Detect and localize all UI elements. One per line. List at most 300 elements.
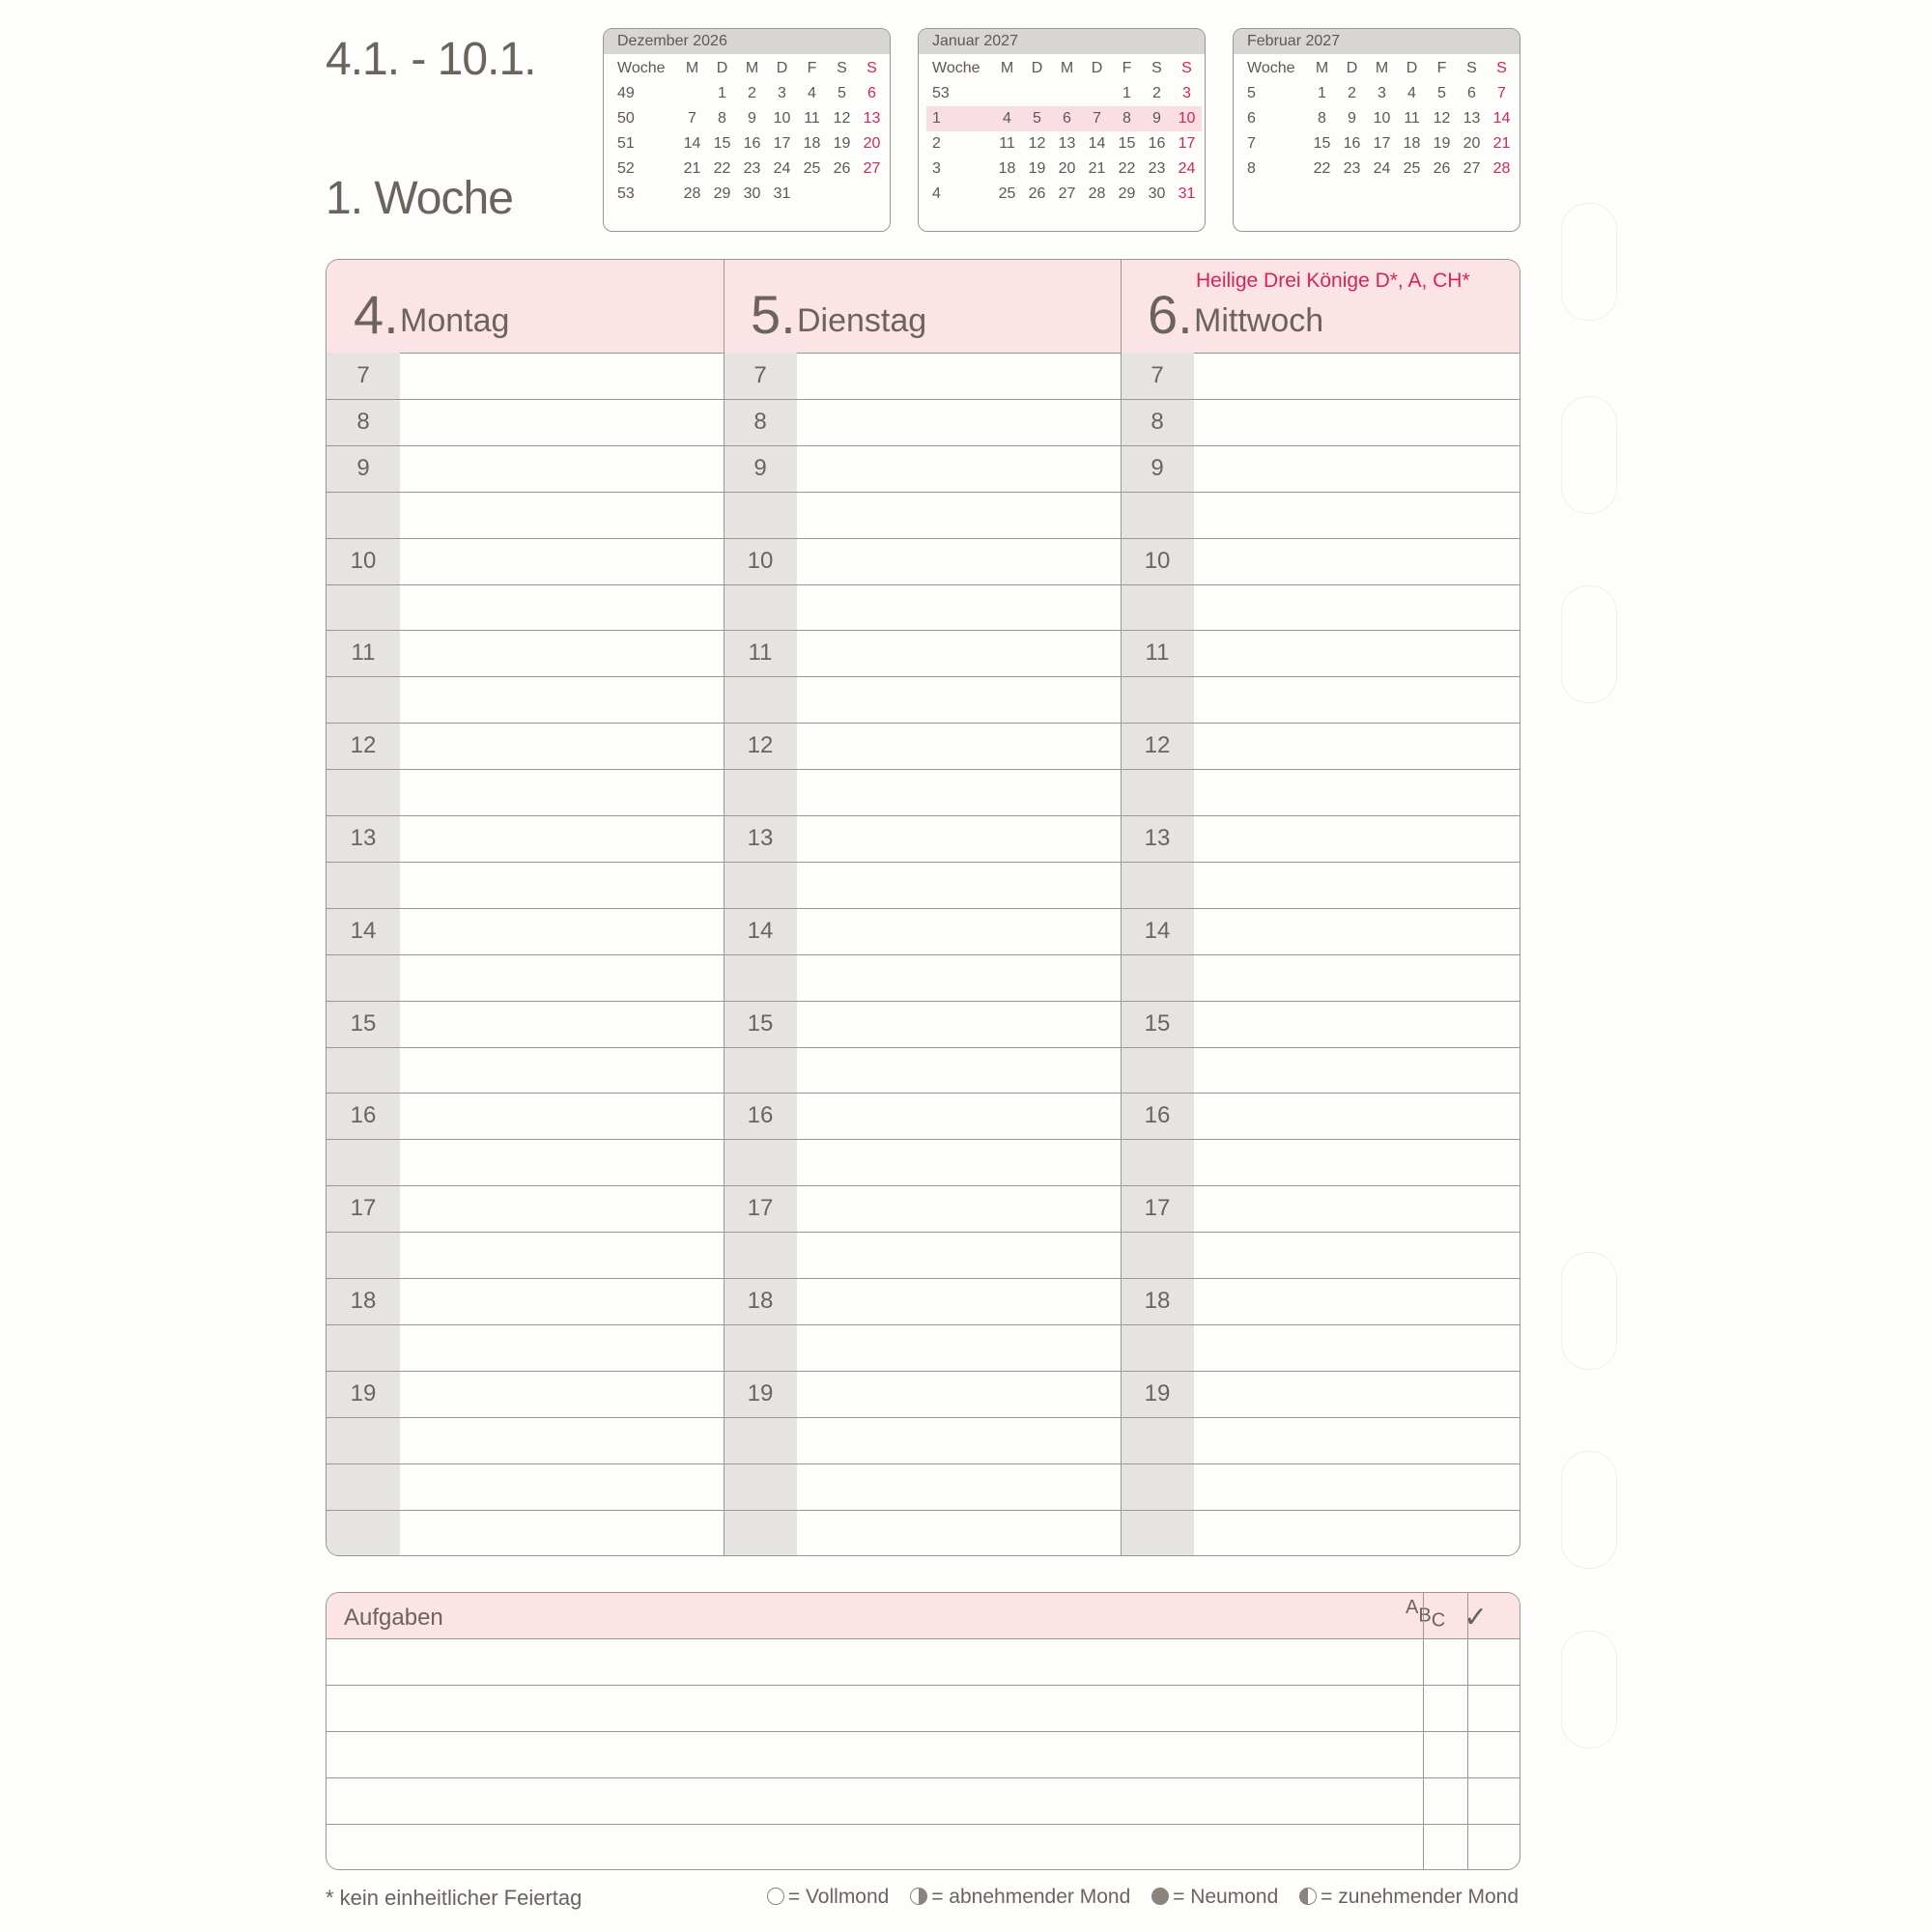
calendar-day: 31 — [773, 185, 791, 202]
time-slot[interactable] — [400, 399, 724, 445]
calendar-week-row — [926, 131, 1202, 156]
time-slot[interactable] — [797, 1001, 1121, 1047]
weekday-header: S — [1466, 60, 1477, 76]
day-header — [724, 260, 1121, 354]
hour-label: 18 — [350, 1288, 377, 1314]
holiday-label: Heilige Drei Könige D*, A, CH* — [1196, 270, 1470, 292]
calendar-day: 25 — [998, 185, 1016, 202]
time-slot[interactable] — [400, 1463, 724, 1510]
calendar-day — [1022, 81, 1052, 106]
hour-label: 16 — [747, 1102, 774, 1129]
calendar-day: 27 — [1058, 185, 1076, 202]
hour-label: 8 — [1151, 408, 1164, 435]
weekday-header: M — [1315, 60, 1329, 76]
time-slot[interactable] — [400, 1139, 724, 1185]
time-slot[interactable] — [1194, 954, 1520, 1001]
hour-label: 11 — [748, 639, 773, 667]
tasks-header — [327, 1593, 1520, 1639]
time-slot[interactable] — [797, 1510, 1121, 1556]
weekday-header: M — [685, 60, 699, 76]
time-slot[interactable] — [797, 1093, 1121, 1139]
calendar-day: 21 — [1088, 160, 1106, 177]
weekday-header: F — [807, 60, 817, 76]
time-slot[interactable] — [1194, 1371, 1520, 1417]
time-slot[interactable] — [400, 1047, 724, 1094]
week-number: 7 — [1247, 135, 1256, 152]
time-slot[interactable] — [400, 908, 724, 954]
weekday-header: Woche — [617, 60, 666, 76]
time-slot[interactable] — [400, 954, 724, 1001]
calendar-day: 21 — [1492, 135, 1511, 152]
time-slot[interactable] — [400, 1278, 724, 1324]
date-range: 4.1. - 10.1. — [326, 34, 536, 85]
day-column — [724, 260, 1121, 1555]
weekday-header: M — [745, 60, 759, 76]
week-number: 2 — [932, 135, 941, 152]
time-slot[interactable] — [1194, 492, 1520, 538]
time-slot[interactable] — [400, 815, 724, 862]
day-number: 5. — [751, 284, 796, 345]
calendar-day: 10 — [1373, 110, 1391, 127]
calendar-day: 9 — [1142, 106, 1172, 131]
time-slot[interactable] — [1194, 769, 1520, 815]
calendar-day — [1052, 81, 1082, 106]
time-slot[interactable] — [400, 1232, 724, 1278]
legend-waning-moon: = abnehmender Mond — [910, 1886, 1130, 1909]
calendar-day: 9 — [1348, 110, 1356, 127]
time-slot[interactable] — [400, 445, 724, 492]
calendar-day: 17 — [773, 135, 791, 152]
time-slot[interactable] — [797, 353, 1121, 399]
calendar-day: 9 — [748, 110, 756, 127]
hour-label: 15 — [1144, 1009, 1171, 1037]
time-slot[interactable] — [797, 1371, 1121, 1417]
weekday-header: D — [1031, 60, 1043, 76]
hour-label: 8 — [356, 408, 370, 435]
calendar-day: 7 — [1497, 85, 1506, 101]
calendar-day: 10 — [1172, 106, 1202, 131]
weekday-header: D — [716, 60, 728, 76]
hour-label: 18 — [747, 1288, 774, 1314]
calendar-day: 26 — [1433, 160, 1451, 177]
calendar-week-row — [611, 156, 887, 182]
punch-hole — [1561, 1631, 1617, 1748]
time-slot[interactable] — [797, 769, 1121, 815]
time-slot[interactable] — [1194, 399, 1520, 445]
calendar-day: 19 — [1433, 135, 1451, 152]
task-row[interactable] — [327, 1685, 1520, 1686]
time-slot[interactable] — [1194, 1232, 1520, 1278]
calendar-day: 31 — [1178, 185, 1196, 202]
weekday-header: D — [1406, 60, 1418, 76]
mini-calendar — [603, 28, 891, 232]
time-slot[interactable] — [1194, 1093, 1520, 1139]
punch-hole — [1561, 1451, 1617, 1569]
calendar-week-row — [611, 131, 887, 156]
calendar-day: 29 — [713, 185, 731, 202]
calendar-day — [677, 81, 707, 106]
time-slot[interactable] — [1194, 1278, 1520, 1324]
hour-label: 7 — [1151, 362, 1164, 388]
calendar-day: 16 — [743, 135, 761, 152]
time-slot[interactable] — [797, 1139, 1121, 1185]
time-slot[interactable] — [1194, 1417, 1520, 1463]
hour-label: 14 — [350, 917, 377, 944]
time-slot[interactable] — [797, 862, 1121, 908]
hour-label: 19 — [350, 1379, 377, 1406]
calendar-day: 1 — [1318, 85, 1326, 101]
calendar-day: 18 — [998, 160, 1016, 177]
day-header — [1121, 260, 1520, 354]
new-moon-icon — [1151, 1888, 1169, 1905]
hour-label: 13 — [1144, 825, 1171, 851]
time-slot[interactable] — [400, 1185, 724, 1232]
day-grid — [326, 259, 1520, 1556]
time-slot[interactable] — [797, 1047, 1121, 1094]
legend-waxing-moon: = zunehmender Mond — [1299, 1886, 1519, 1909]
time-slot[interactable] — [400, 1093, 724, 1139]
calendar-day: 19 — [833, 135, 851, 152]
time-slot[interactable] — [400, 353, 724, 399]
time-slot[interactable] — [1194, 862, 1520, 908]
hour-label: 13 — [747, 825, 774, 851]
time-slot[interactable] — [797, 1185, 1121, 1232]
calendar-day: 5 — [1437, 85, 1446, 101]
time-slot[interactable] — [797, 908, 1121, 954]
calendar-day: 29 — [1118, 185, 1136, 202]
time-slot[interactable] — [797, 538, 1121, 584]
hour-label: 14 — [1144, 917, 1171, 944]
mini-calendar — [918, 28, 1206, 232]
calendar-day: 2 — [748, 85, 756, 101]
footnote: * kein einheitlicher Feiertag — [326, 1886, 582, 1910]
legend-full-moon: = Vollmond — [767, 1886, 890, 1909]
time-slot[interactable] — [400, 769, 724, 815]
hour-label: 13 — [350, 825, 377, 851]
hour-label: 10 — [350, 547, 377, 574]
day-number: 6. — [1148, 284, 1193, 345]
week-number: 3 — [932, 160, 941, 177]
time-slot[interactable] — [797, 1324, 1121, 1371]
calendar-day: 20 — [1058, 160, 1076, 177]
hour-label: 15 — [747, 1009, 774, 1037]
hour-label: 17 — [747, 1195, 774, 1222]
waxing-moon-icon — [1299, 1888, 1317, 1905]
calendar-day: 27 — [863, 160, 881, 177]
calendar-day: 17 — [1178, 135, 1196, 152]
time-slot[interactable] — [797, 492, 1121, 538]
time-slot[interactable] — [400, 1001, 724, 1047]
calendar-day: 18 — [803, 135, 821, 152]
calendar-day — [857, 182, 887, 207]
punch-hole — [1561, 396, 1617, 514]
calendar-week-row — [1241, 106, 1517, 131]
time-slot[interactable] — [1194, 1463, 1520, 1510]
hour-label: 12 — [1144, 732, 1171, 759]
calendar-day: 4 — [1407, 85, 1416, 101]
week-number: 5 — [1247, 85, 1256, 101]
time-slot[interactable] — [797, 630, 1121, 676]
calendar-day: 6 — [1467, 85, 1476, 101]
hour-label: 12 — [350, 732, 377, 759]
hour-label: 11 — [351, 639, 376, 667]
full-moon-icon — [767, 1888, 784, 1905]
calendar-week-row — [926, 106, 1202, 131]
hour-label: 18 — [1144, 1288, 1171, 1314]
week-number: 53 — [617, 185, 635, 202]
calendar-day: 13 — [863, 110, 881, 127]
week-number: 50 — [617, 110, 635, 127]
calendar-day: 12 — [1028, 135, 1046, 152]
calendar-day: 22 — [713, 160, 731, 177]
calendar-day: 14 — [1088, 135, 1106, 152]
weekday-header: D — [776, 60, 788, 76]
time-slot[interactable] — [797, 445, 1121, 492]
calendar-day: 23 — [1148, 160, 1166, 177]
calendar-day: 4 — [808, 85, 816, 101]
calendar-day: 1 — [1122, 85, 1131, 101]
punch-hole — [1561, 1252, 1617, 1370]
time-slot[interactable] — [400, 1510, 724, 1556]
calendar-day: 28 — [1492, 160, 1511, 177]
time-slot[interactable] — [400, 723, 724, 769]
calendar-week-row — [1241, 81, 1517, 106]
calendar-day: 6 — [867, 85, 876, 101]
weekday-header: D — [1091, 60, 1103, 76]
calendar-day: 7 — [688, 110, 696, 127]
calendar-day — [827, 182, 857, 207]
calendar-day: 2 — [1152, 85, 1161, 101]
calendar-day: 18 — [1403, 135, 1421, 152]
calendar-day: 15 — [1313, 135, 1331, 152]
calendar-day: 15 — [1118, 135, 1136, 152]
calendar-day — [1082, 81, 1112, 106]
calendar-day: 6 — [1052, 106, 1082, 131]
calendar-day: 13 — [1463, 110, 1481, 127]
calendar-day: 11 — [1404, 110, 1420, 127]
task-row[interactable] — [327, 1777, 1520, 1778]
hour-label: 8 — [753, 408, 767, 435]
tasks-section — [326, 1592, 1520, 1870]
day-number: 4. — [354, 284, 399, 345]
time-slot[interactable] — [400, 630, 724, 676]
time-slot[interactable] — [1194, 1185, 1520, 1232]
calendar-week-row — [611, 106, 887, 131]
time-slot[interactable] — [1194, 908, 1520, 954]
time-slot[interactable] — [1194, 1324, 1520, 1371]
task-row[interactable] — [327, 1824, 1520, 1825]
weekday-header: D — [1346, 60, 1358, 76]
punch-hole — [1561, 203, 1617, 321]
time-slot[interactable] — [400, 862, 724, 908]
calendar-day: 24 — [773, 160, 791, 177]
calendar-day: 19 — [1028, 160, 1046, 177]
mini-calendar-title: Februar 2027 — [1234, 29, 1520, 54]
time-slot[interactable] — [400, 676, 724, 723]
calendar-day: 14 — [683, 135, 701, 152]
week-number: 53 — [932, 85, 950, 101]
calendar-day: 16 — [1148, 135, 1166, 152]
week-number: 52 — [617, 160, 635, 177]
hour-label: 16 — [1144, 1102, 1171, 1129]
hour-label: 7 — [356, 362, 370, 388]
hour-label: 16 — [350, 1102, 377, 1129]
calendar-day: 11 — [804, 110, 820, 127]
calendar-day: 17 — [1373, 135, 1391, 152]
calendar-week-row — [926, 182, 1202, 207]
calendar-day: 23 — [1343, 160, 1361, 177]
calendar-day: 15 — [713, 135, 731, 152]
calendar-day: 24 — [1373, 160, 1391, 177]
time-slot[interactable] — [1194, 584, 1520, 631]
calendar-day: 25 — [1403, 160, 1421, 177]
calendar-week-row — [926, 81, 1202, 106]
done-check-header: ✓ — [1463, 1602, 1489, 1634]
week-title: 1. Woche — [326, 173, 513, 224]
time-slot[interactable] — [1194, 723, 1520, 769]
calendar-day: 7 — [1082, 106, 1112, 131]
time-slot[interactable] — [797, 1417, 1121, 1463]
hour-label: 17 — [350, 1195, 377, 1222]
calendar-day: 22 — [1118, 160, 1136, 177]
calendar-day: 10 — [773, 110, 791, 127]
day-name: Montag — [400, 302, 510, 339]
week-number: 51 — [617, 135, 635, 152]
calendar-day: 14 — [1492, 110, 1511, 127]
calendar-day: 30 — [743, 185, 761, 202]
legend-new-moon: = Neumond — [1151, 1886, 1278, 1909]
time-slot[interactable] — [797, 954, 1121, 1001]
moon-legend — [752, 1886, 1519, 1909]
calendar-day: 28 — [683, 185, 701, 202]
column-divider — [1121, 260, 1122, 1555]
day-column — [1121, 260, 1520, 1555]
hour-label: 11 — [1145, 639, 1170, 667]
calendar-day — [992, 81, 1022, 106]
time-slot[interactable] — [1194, 353, 1520, 399]
time-slot[interactable] — [1194, 445, 1520, 492]
calendar-day: 20 — [1463, 135, 1481, 152]
hour-label: 9 — [1151, 454, 1164, 481]
calendar-week-row — [926, 156, 1202, 182]
task-row[interactable] — [327, 1731, 1520, 1732]
calendar-day: 24 — [1178, 160, 1196, 177]
calendar-day: 1 — [718, 85, 726, 101]
time-slot[interactable] — [1194, 1510, 1520, 1556]
time-slot[interactable] — [400, 1371, 724, 1417]
week-number: 49 — [617, 85, 635, 101]
calendar-day: 12 — [1433, 110, 1451, 127]
weekday-header: S — [1496, 60, 1507, 76]
calendar-day: 4 — [992, 106, 1022, 131]
calendar-day: 8 — [718, 110, 726, 127]
weekday-header: F — [1122, 60, 1132, 76]
weekday-header: F — [1436, 60, 1447, 76]
hour-label: 19 — [747, 1379, 774, 1406]
calendar-day: 3 — [1378, 85, 1386, 101]
weekday-header: S — [867, 60, 877, 76]
weekday-header: S — [837, 60, 847, 76]
calendar-day: 21 — [683, 160, 701, 177]
day-name: Dienstag — [797, 302, 927, 339]
hour-label: 7 — [753, 362, 767, 388]
day-column — [327, 260, 724, 1555]
time-slot[interactable] — [1194, 815, 1520, 862]
time-slot[interactable] — [797, 584, 1121, 631]
calendar-day: 27 — [1463, 160, 1481, 177]
waning-moon-icon — [910, 1888, 927, 1905]
calendar-day: 3 — [778, 85, 786, 101]
calendar-day: 30 — [1148, 185, 1166, 202]
day-name: Mittwoch — [1194, 302, 1324, 339]
calendar-day: 28 — [1088, 185, 1106, 202]
calendar-day: 8 — [1112, 106, 1142, 131]
calendar-day: 2 — [1348, 85, 1356, 101]
calendar-week-row — [1241, 131, 1517, 156]
priority-abc-header: $^AB_C$ — [1406, 1597, 1446, 1632]
calendar-day: 5 — [1022, 106, 1052, 131]
hour-label: 19 — [1144, 1379, 1171, 1406]
hour-label: 9 — [753, 454, 767, 481]
time-slot[interactable] — [797, 1463, 1121, 1510]
time-slot[interactable] — [1194, 676, 1520, 723]
time-slot[interactable] — [400, 584, 724, 631]
time-slot[interactable] — [797, 676, 1121, 723]
time-slot[interactable] — [797, 723, 1121, 769]
mini-calendar-title: Januar 2027 — [919, 29, 1205, 54]
calendar-day: 25 — [803, 160, 821, 177]
hour-label: 10 — [747, 547, 774, 574]
hour-label: 9 — [356, 454, 370, 481]
time-slot[interactable] — [400, 1417, 724, 1463]
hour-label: 10 — [1144, 547, 1171, 574]
calendar-week-row — [611, 81, 887, 106]
weekday-header: M — [1375, 60, 1389, 76]
calendar-day: 11 — [999, 135, 1015, 152]
weekday-header: Woche — [1247, 60, 1295, 76]
mini-calendar-title: Dezember 2026 — [604, 29, 890, 54]
time-slot[interactable] — [400, 492, 724, 538]
time-slot[interactable] — [797, 1278, 1121, 1324]
hour-label: 15 — [350, 1009, 377, 1037]
time-slot[interactable] — [400, 538, 724, 584]
tasks-label: Aufgaben — [344, 1605, 443, 1631]
calendar-day: 23 — [743, 160, 761, 177]
time-slot[interactable] — [1194, 1001, 1520, 1047]
time-slot[interactable] — [1194, 630, 1520, 676]
time-slot[interactable] — [797, 815, 1121, 862]
calendar-week-row — [1241, 156, 1517, 182]
time-slot[interactable] — [400, 1324, 724, 1371]
time-slot[interactable] — [1194, 1139, 1520, 1185]
time-slot[interactable] — [1194, 538, 1520, 584]
time-slot[interactable] — [1194, 1047, 1520, 1094]
calendar-week-row — [611, 182, 887, 207]
calendar-day: 20 — [863, 135, 881, 152]
time-slot[interactable] — [797, 1232, 1121, 1278]
weekday-header: M — [1060, 60, 1074, 76]
hour-label: 17 — [1144, 1195, 1171, 1222]
time-slot[interactable] — [797, 399, 1121, 445]
hour-label: 14 — [747, 917, 774, 944]
calendar-day: 3 — [1182, 85, 1191, 101]
weekday-header: M — [1000, 60, 1014, 76]
weekday-header: S — [1151, 60, 1162, 76]
day-header — [327, 260, 724, 354]
calendar-day: 22 — [1313, 160, 1331, 177]
hour-label: 12 — [747, 732, 774, 759]
week-number: 4 — [932, 185, 941, 202]
